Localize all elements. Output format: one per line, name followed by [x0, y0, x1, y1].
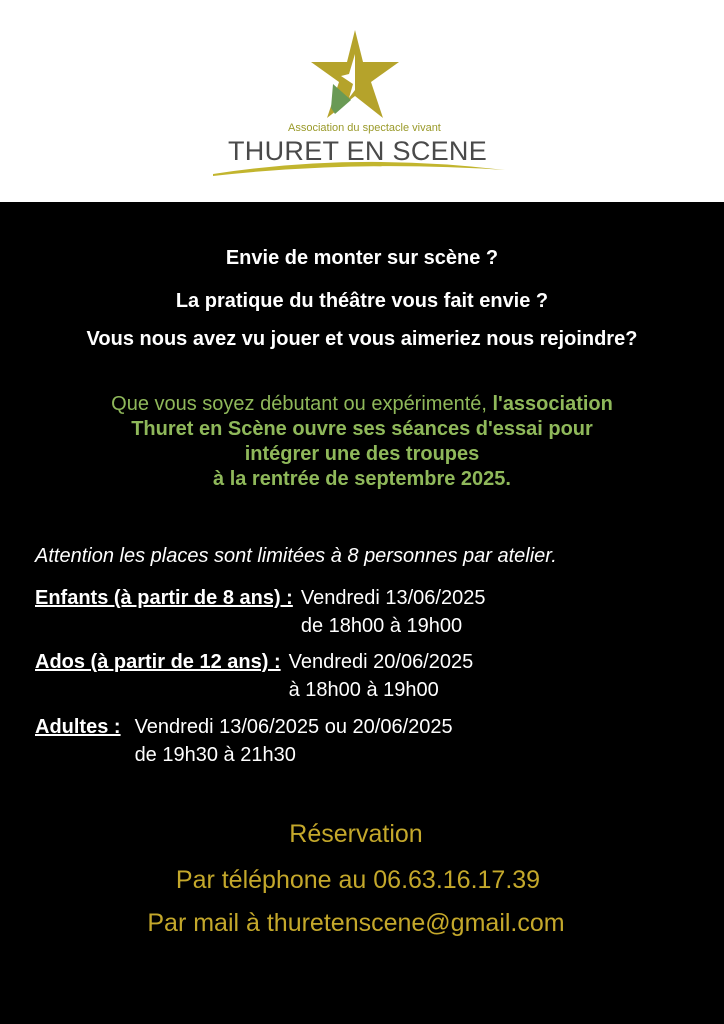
session-label: Adultes :	[35, 716, 121, 738]
session-date: Vendredi 13/06/2025 ou 20/06/2025	[134, 716, 453, 738]
question-3: Vous nous avez vu jouer et vous aimeriez nous rejoindre?	[86, 328, 638, 350]
session-time: de 18h00 à 19h00	[300, 615, 463, 637]
session-date: Vendredi 13/06/2025	[300, 587, 486, 609]
logo-subtitle: Association du spectacle vivant	[288, 122, 441, 134]
session-teens	[35, 648, 473, 704]
session-label: Ados (à partir de 12 ans) :	[35, 651, 281, 673]
session-adults	[35, 713, 453, 769]
logo-title: THURET EN SCENE	[228, 136, 488, 166]
reservation-email: Par mail à thuretenscene@gmail.com	[147, 909, 565, 937]
question-2: La pratique du théâtre vous fait envie ?	[175, 290, 549, 312]
session-time: de 19h30 à 21h30	[134, 744, 296, 766]
places-notice: Attention les places sont limitées à 8 personnes par atelier.	[35, 545, 557, 567]
session-time: à 18h00 à 19h00	[288, 679, 439, 701]
session-date: Vendredi 20/06/2025	[288, 651, 474, 673]
intro-paragraph	[40, 392, 684, 492]
reservation-title: Réservation	[289, 820, 423, 848]
session-label: Enfants (à partir de 8 ans) :	[35, 587, 293, 609]
intro-bold-2: Thuret en Scène ouvre ses séances d'essai pour	[131, 418, 593, 440]
question-1: Envie de monter sur scène ?	[225, 247, 499, 269]
session-children	[35, 584, 485, 640]
main-content	[0, 202, 724, 1024]
intro-bold-1: l'association	[492, 393, 613, 415]
intro-plain: Que vous soyez débutant ou expérimenté,	[111, 393, 487, 415]
intro-bold-3: intégrer une des troupes	[244, 443, 480, 465]
intro-bold-4: à la rentrée de septembre 2025.	[213, 468, 511, 490]
header	[0, 0, 724, 202]
reservation-phone: Par téléphone au 06.63.16.17.39	[175, 866, 541, 894]
